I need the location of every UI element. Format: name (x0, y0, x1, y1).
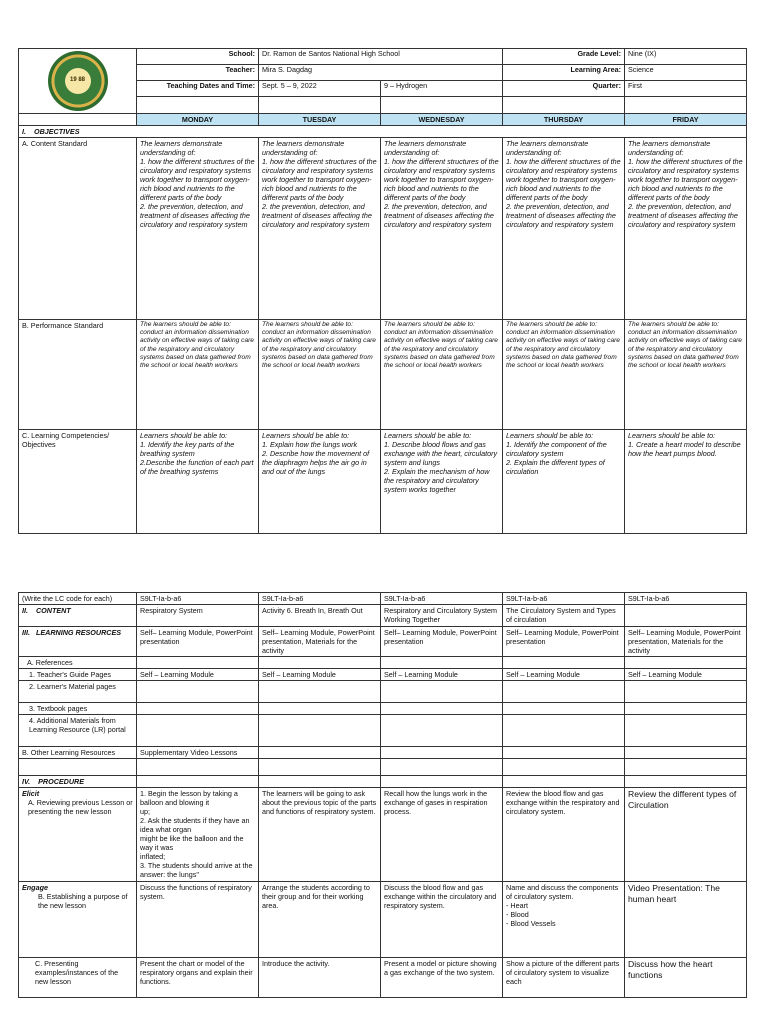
quarter-value: First (625, 80, 747, 96)
resources-tuesday: Self– Learning Module, PowerPoint presentation, Materials for the activity (259, 627, 381, 657)
elicit-label-cell (19, 788, 137, 882)
content-heading: II. CONTENT (19, 605, 137, 627)
elicit-label: A. Reviewing previous Lesson or presenting the new lesson (28, 798, 133, 816)
seal-text: 19 88 (69, 77, 85, 84)
competencies-label: C. Learning Competencies/ Objectives (19, 430, 137, 534)
performance-standard-wednesday: The learners should be able to: conduct an information dissemination activity on effective ways of taking care of the respiratory and circulatory systems based on data gathered from the school or local health workers (381, 320, 503, 430)
lc-code-wednesday: S9LT-Ia-b-a6 (381, 593, 503, 605)
engage-wednesday: Discuss the blood flow and gas exchange within the circulatory and respiratory system. (381, 882, 503, 958)
content-standard-wednesday: The learners demonstrate understanding of: 1. how the different structures of the circulatory and respiratory systems work together to transport oxygen-rich blood and nutrients to the different parts of the body 2. the prevention, detection, and treatment of diseases affecting the circulatory and respiratory system (381, 138, 503, 320)
lc-code-label: (Write the LC code for each) (19, 593, 137, 605)
teacher-value: Mira S. Dagdag (259, 64, 503, 80)
performance-standard-tuesday: The learners should be able to: conduct an information dissemination activity on effective ways of taking care of the respiratory and circulatory systems based on data gathered from the school or local health workers (259, 320, 381, 430)
other-resources-monday: Supplementary Video Lessons (137, 747, 259, 759)
grade-value: Nine (IX) (625, 49, 747, 65)
elicit-thursday: Review the blood flow and gas exchange within the respiratory and circulatory system. (503, 788, 625, 882)
content-standard-label: A. Content Standard (19, 138, 137, 320)
elicit-friday: Review the different types of Circulation (625, 788, 747, 882)
school-seal-cell (19, 49, 137, 114)
day-friday: FRIDAY (625, 114, 747, 126)
procedure-heading: IV. PROCEDURE (19, 776, 137, 788)
resources-friday: Self– Learning Module, PowerPoint presentation, Materials for the activity (625, 627, 747, 657)
content-monday: Respiratory System (137, 605, 259, 627)
engage-label: B. Establishing a purpose of the new lesson (38, 892, 128, 910)
resources-thursday: Self– Learning Module, PowerPoint presentation (503, 627, 625, 657)
present-tuesday: Introduce the activity. (259, 958, 381, 998)
procedure-table (18, 592, 747, 998)
elicit-tuesday: The learners will be going to ask about the previous topic of the parts and functions of respiratory system. (259, 788, 381, 882)
engage-friday: Video Presentation: The human heart (625, 882, 747, 958)
engage-title: Engage (22, 883, 48, 892)
other-resources-wednesday (381, 747, 503, 759)
grade-label: Grade Level: (503, 49, 625, 65)
content-standard-monday: The learners demonstrate understanding of: 1. how the different structures of the circulatory and respiratory systems work together to transport oxygen-rich blood and nutrients to the different parts of the body 2. the prevention, detection, and treatment of diseases affecting the circulatory and respiratory system (137, 138, 259, 320)
competencies-thursday: Learners should be able to: 1. Identify the component of the circulatory system 2. Explain the different types of circulation (503, 430, 625, 534)
resources-wednesday: Self– Learning Module, PowerPoint presentation (381, 627, 503, 657)
other-resources-friday (625, 747, 747, 759)
content-wednesday: Respiratory and Circulatory System Working Together (381, 605, 503, 627)
lc-code-tuesday: S9LT-Ia-b-a6 (259, 593, 381, 605)
content-thursday: The Circulatory System and Types of circulation (503, 605, 625, 627)
school-seal-logo (48, 51, 108, 111)
engage-thursday: Name and discuss the components of circulatory system. - Heart - Blood - Blood Vessels (503, 882, 625, 958)
content-standard-tuesday: The learners demonstrate understanding of: 1. how the different structures of the circulatory and respiratory systems work together to transport oxygen-rich blood and nutrients to the different parts of the body 2. the prevention, detection, and treatment of diseases affecting the circulatory and respiratory system (259, 138, 381, 320)
performance-standard-label: B. Performance Standard (19, 320, 137, 430)
dates-label: Teaching Dates and Time: (137, 80, 259, 96)
elicit-monday: 1. Begin the lesson by taking a balloon and blowing it up; 2. Ask the students if they have an idea what organ might be like the balloon and the way it was inflated; 3. The students should arrive at the answer: the lungs" (137, 788, 259, 882)
area-value: Science (625, 64, 747, 80)
content-standard-friday: The learners demonstrate understanding of: 1. how the different structures of the circulatory and respiratory systems work together to transport oxygen-rich blood and nutrients to the different parts of the body 2. the prevention, detection, and treatment of diseases affecting the circulatory and respiratory system (625, 138, 747, 320)
teacher-guide-monday: Self – Learning Module (137, 669, 259, 681)
textbook-label: 3. Textbook pages (19, 703, 137, 715)
content-friday (625, 605, 747, 627)
teacher-guide-label: 1. Teacher's Guide Pages (19, 669, 137, 681)
teacher-guide-friday: Self – Learning Module (625, 669, 747, 681)
school-value: Dr. Ramon de Santos National High School (259, 49, 503, 65)
present-thursday: Show a picture of the different parts of circulatory system to visualize each (503, 958, 625, 998)
performance-standard-friday: The learners should be able to: conduct an information dissemination activity on effective ways of taking care of the respiratory and circulatory systems based on data gathered from the school or local health workers (625, 320, 747, 430)
other-resources-label: B. Other Learning Resources (19, 747, 137, 759)
teacher-guide-thursday: Self – Learning Module (503, 669, 625, 681)
learner-material-label: 2. Learner's Material pages (19, 681, 137, 703)
other-resources-thursday (503, 747, 625, 759)
objectives-table (18, 48, 747, 534)
competencies-friday: Learners should be able to: 1. Create a heart model to describe how the heart pumps blood. (625, 430, 747, 534)
competencies-tuesday: Learners should be able to: 1. Explain how the lungs work 2. Describe how the movement of the diaphragm helps the air go in and out of the lungs (259, 430, 381, 534)
other-resources-tuesday (259, 747, 381, 759)
teacher-label: Teacher: (137, 64, 259, 80)
elicit-title: Elicit (22, 789, 40, 798)
teacher-guide-tuesday: Self – Learning Module (259, 669, 381, 681)
lc-code-friday: S9LT-Ia-b-a6 (625, 593, 747, 605)
day-wednesday: WEDNESDAY (381, 114, 503, 126)
engage-label-cell (19, 882, 137, 958)
resources-monday: Self– Learning Module, PowerPoint presentation (137, 627, 259, 657)
present-monday: Present the chart or model of the respiratory organs and explain their functions. (137, 958, 259, 998)
engage-tuesday: Arrange the students according to their group and for their working area. (259, 882, 381, 958)
day-monday: MONDAY (137, 114, 259, 126)
quarter-label: Quarter: (503, 80, 625, 96)
day-thursday: THURSDAY (503, 114, 625, 126)
content-standard-thursday: The learners demonstrate understanding of: 1. how the different structures of the circulatory and respiratory systems work together to transport oxygen-rich blood and nutrients to the different parts of the body 2. the prevention, detection, and treatment of diseases affecting the circulatory and respiratory system (503, 138, 625, 320)
day-tuesday: TUESDAY (259, 114, 381, 126)
area-label: Learning Area: (503, 64, 625, 80)
elicit-wednesday: Recall how the lungs work in the exchange of gases in respiration process. (381, 788, 503, 882)
performance-standard-thursday: The learners should be able to: conduct an information dissemination activity on effective ways of taking care of the respiratory and circulatory systems based on data gathered from the school or local health workers (503, 320, 625, 430)
performance-standard-monday: The learners should be able to: conduct an information dissemination activity on effective ways of taking care of the respiratory and circulatory systems based on data gathered from the school or local health workers (137, 320, 259, 430)
present-label: C. Presenting examples/instances of the new lesson (19, 958, 137, 998)
present-wednesday: Present a model or picture showing a gas exchange of the two system. (381, 958, 503, 998)
resources-heading: III. LEARNING RESOURCES (19, 627, 137, 657)
references-label: A. References (19, 657, 137, 669)
competencies-wednesday: Learners should be able to: 1. Describe blood flows and gas exchange with the heart, circulatory system and lungs 2. Explain the mechanism of how the respiratory and circulatory system works together (381, 430, 503, 534)
objectives-heading: I. OBJECTIVES (19, 126, 747, 138)
content-tuesday: Activity 6. Breath In, Breath Out (259, 605, 381, 627)
competencies-monday: Learners should be able to: 1. Identify the key parts of the breathing system 2.Describe the function of each part of the breathing systems (137, 430, 259, 534)
engage-monday: Discuss the functions of respiratory system. (137, 882, 259, 958)
section-value: 9 – Hydrogen (381, 80, 503, 96)
dates-value: Sept. 5 – 9, 2022 (259, 80, 381, 96)
present-friday: Discuss how the heart functions (625, 958, 747, 998)
lc-code-thursday: S9LT-Ia-b-a6 (503, 593, 625, 605)
school-label: School: (137, 49, 259, 65)
lc-code-monday: S9LT-Ia-b-a6 (137, 593, 259, 605)
teacher-guide-wednesday: Self – Learning Module (381, 669, 503, 681)
additional-materials-label: 4. Additional Materials from Learning Resource (LR) portal (19, 715, 137, 747)
